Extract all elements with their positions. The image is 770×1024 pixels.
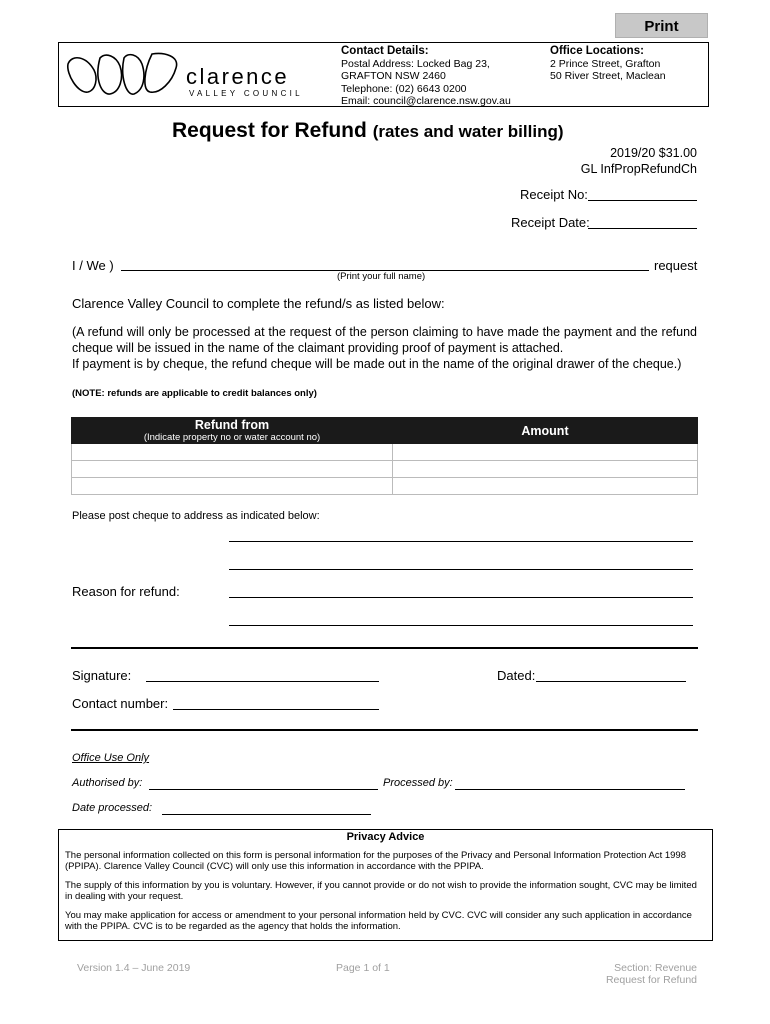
logo-subtitle: VALLEY COUNCIL bbox=[189, 89, 303, 98]
receipt-no-label: Receipt No: bbox=[520, 187, 588, 202]
refund-from-cell[interactable] bbox=[72, 478, 393, 495]
address-line-1[interactable] bbox=[229, 541, 693, 542]
complete-text: Clarence Valley Council to complete the refund/s as listed below: bbox=[72, 296, 445, 311]
date-processed-label: Date processed: bbox=[72, 802, 153, 814]
footer-version: Version 1.4 – June 2019 bbox=[77, 962, 191, 974]
office-line: 50 River Street, Maclean bbox=[550, 70, 666, 82]
gl-code bbox=[581, 145, 697, 177]
privacy-advice bbox=[58, 829, 713, 941]
privacy-title: Privacy Advice bbox=[346, 831, 425, 843]
reason-line-1[interactable] bbox=[229, 597, 693, 598]
contact-number-label: Contact number: bbox=[72, 696, 169, 711]
address-line-2[interactable] bbox=[229, 569, 693, 570]
title-sub: (rates and water billing) bbox=[372, 122, 564, 141]
print-button[interactable]: Print bbox=[615, 13, 708, 38]
refund-conditions: (A refund will only be processed at the request of the person claiming to have made the payment and the refund cheque will be issued in the name of the claimant providing proof of payment is attached. bbox=[72, 325, 697, 355]
code-line2: GL InfPropRefundCh bbox=[580, 162, 697, 176]
reason-line-2[interactable] bbox=[229, 625, 693, 626]
footer-page: Page 1 of 1 bbox=[336, 962, 390, 974]
amount-cell[interactable] bbox=[393, 478, 698, 495]
divider bbox=[71, 729, 698, 731]
signature-field[interactable] bbox=[146, 681, 379, 682]
page-title bbox=[172, 119, 564, 143]
signature-label: Signature: bbox=[72, 668, 132, 683]
table-row bbox=[72, 461, 698, 478]
processed-label: Processed by: bbox=[383, 777, 453, 789]
authorised-field[interactable] bbox=[149, 789, 378, 790]
iwe-label: I / We ) bbox=[72, 258, 114, 273]
amount-header: Amount bbox=[393, 418, 698, 444]
cheque-conditions: If payment is by cheque, the refund cheque will be made out in the name of the original drawer of the cheque.) bbox=[72, 357, 682, 371]
privacy-paragraph: You may make application for access or amendment to your personal information held by CVC. CVC will consider any such application in accordance with the PPIPA. CVC is to be regarded as the agency that holds the information. bbox=[65, 909, 692, 932]
title-main: Request for Refund bbox=[172, 119, 367, 142]
request-label: request bbox=[654, 258, 698, 273]
office-locations bbox=[550, 45, 666, 83]
council-logo-icon bbox=[64, 50, 188, 100]
divider bbox=[71, 647, 698, 649]
post-cheque-label: Please post cheque to address as indicated below: bbox=[72, 510, 320, 522]
footer-doc-line: Request for Refund bbox=[605, 974, 697, 986]
office-title: Office Locations: bbox=[550, 45, 644, 57]
refund-from-title: Refund from bbox=[194, 418, 270, 432]
office-use-heading: Office Use Only bbox=[72, 752, 150, 764]
contact-title: Contact Details: bbox=[341, 45, 429, 57]
footer-section bbox=[606, 962, 697, 986]
receipt-date-label: Receipt Date: bbox=[511, 215, 590, 230]
print-name-hint: (Print your full name) bbox=[337, 271, 426, 282]
contact-details bbox=[341, 45, 511, 108]
refund-from-header bbox=[72, 418, 393, 444]
authorised-label: Authorised by: bbox=[72, 777, 143, 789]
code-line1: 2019/20 $31.00 bbox=[610, 146, 697, 160]
contact-line: Telephone: (02) 6643 0200 bbox=[341, 82, 467, 95]
logo-wordmark: clarence bbox=[186, 64, 290, 89]
table-row bbox=[72, 444, 698, 461]
dated-label: Dated: bbox=[497, 668, 536, 683]
receipt-date-field[interactable] bbox=[588, 228, 697, 229]
note-text: (NOTE: refunds are applicable to credit balances only) bbox=[72, 388, 317, 399]
office-line: 2 Prince Street, Grafton bbox=[550, 57, 661, 70]
footer-section-line: Section: Revenue bbox=[614, 962, 697, 974]
contact-email: Email: council@clarence.nsw.gov.au bbox=[341, 95, 511, 107]
reason-label: Reason for refund: bbox=[72, 584, 180, 599]
contact-line: GRAFTON NSW 2460 bbox=[341, 70, 446, 82]
receipt-no-field[interactable] bbox=[588, 200, 697, 201]
date-processed-field[interactable] bbox=[162, 814, 371, 815]
table-row bbox=[72, 478, 698, 495]
refund-from-hint: (Indicate property no or water account no) bbox=[143, 432, 321, 443]
contact-line: Postal Address: Locked Bag 23, bbox=[341, 57, 490, 70]
amount-cell[interactable] bbox=[393, 444, 698, 461]
privacy-paragraph: The supply of this information by you is voluntary. However, if you cannot provide or do not wish to provide the information sought, CVC may be limited in dealing with your request. bbox=[65, 879, 697, 902]
refund-from-cell[interactable] bbox=[72, 444, 393, 461]
amount-cell[interactable] bbox=[393, 461, 698, 478]
contact-number-field[interactable] bbox=[173, 709, 379, 710]
dated-field[interactable] bbox=[536, 681, 686, 682]
refund-table bbox=[71, 417, 698, 495]
processed-field[interactable] bbox=[455, 789, 685, 790]
refund-from-cell[interactable] bbox=[72, 461, 393, 478]
privacy-paragraph: The personal information collected on this form is personal information for the purposes of the Privacy and Personal Information Protection Act 1998 (PPIPA). Clarence Valley Council (CVC) will only use this information in accordance with the PPIPA. bbox=[65, 849, 686, 872]
